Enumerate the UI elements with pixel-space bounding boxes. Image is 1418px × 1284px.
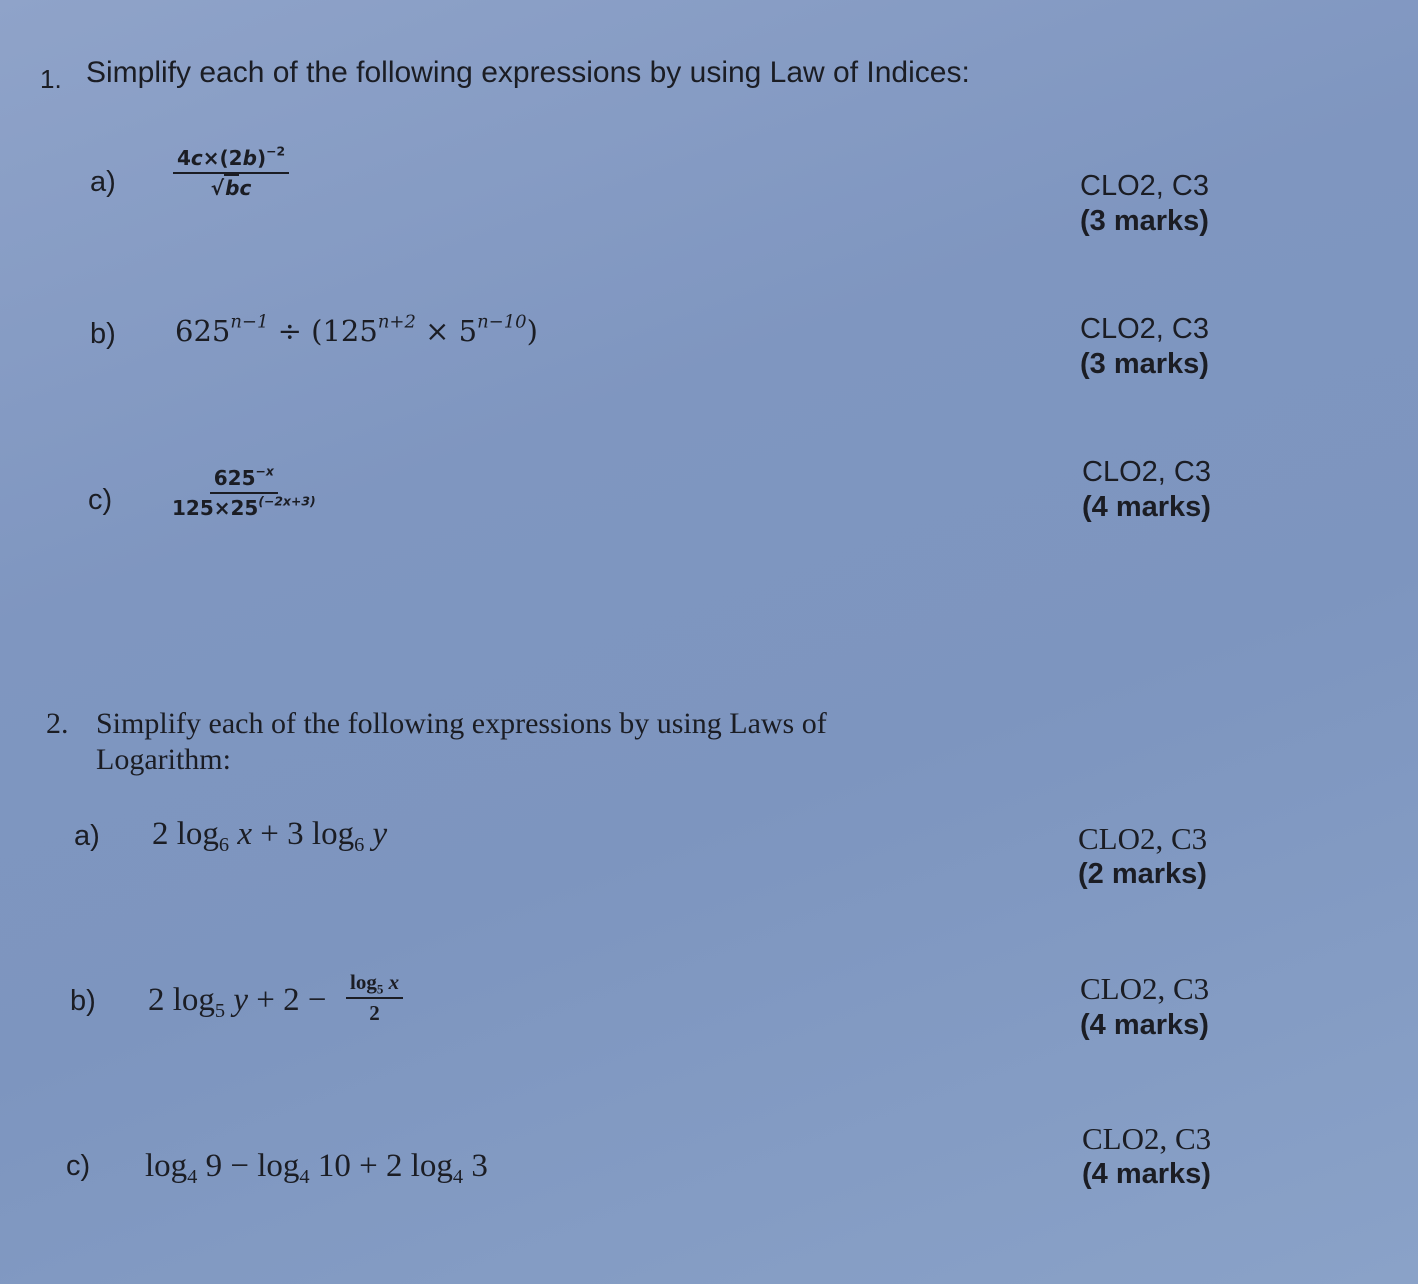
q2c-expression: $\log_4 9 - \log_4 10 + 2$ $\log_4 3$ <box>145 1148 488 1189</box>
q2b-expression-left: 2 $\log_5 y + 2$ − <box>148 982 327 1023</box>
q2a-marks: (2 marks) <box>1078 858 1207 890</box>
q2b-fraction: $\frac{\log_5 x}{2}$ <box>346 970 403 1026</box>
q2-part-b-label: b) <box>70 985 96 1017</box>
q1c-clo: CLO2, C3 <box>1082 456 1211 488</box>
q2-part-a-label: a) <box>74 820 100 852</box>
question-2-title-line-2: Logarithm: <box>96 743 231 776</box>
q2a-clo: CLO2, C3 <box>1078 821 1208 856</box>
q1-part-a-label: a) <box>90 166 116 198</box>
q1-part-b-label: b) <box>90 318 116 350</box>
q1a-clo: CLO2, C3 <box>1080 170 1209 202</box>
q2c-marks: (4 marks) <box>1082 1158 1211 1190</box>
q1a-expression: $\frac{4c\times(2b)^{-2}}{√bc}$ <box>173 146 289 200</box>
q1a-marks: (3 marks) <box>1080 205 1209 237</box>
q2b-clo: CLO2, C3 <box>1080 971 1210 1006</box>
q1b-expression: $625^{n-1} \div (125^{n+2} \times 5^{n-10})$ <box>175 311 538 348</box>
q1b-clo: CLO2, C3 <box>1080 313 1209 345</box>
q2b-marks: (4 marks) <box>1080 1009 1209 1041</box>
q2-part-c-label: c) <box>66 1150 91 1182</box>
q1c-marks: (4 marks) <box>1082 491 1211 523</box>
question-2-title-line-1: Simplify each of the following expressions by using Laws of <box>96 707 827 740</box>
q1-part-c-label: c) <box>88 484 113 516</box>
q1b-marks: (3 marks) <box>1080 348 1209 380</box>
q1c-expression: $\frac{625^{-x}}{125\times 25^{(-2x+3)}}$ <box>172 463 316 520</box>
question-1-number: 1. <box>40 64 62 94</box>
q2a-expression: 2 $\log_6 x + 3$ $\log_6 y$ <box>152 816 388 857</box>
question-1-title: Simplify each of the following expressions by using Law of Indices: <box>86 56 970 89</box>
question-2-number: 2. <box>46 707 69 740</box>
q2c-clo: CLO2, C3 <box>1082 1121 1212 1156</box>
